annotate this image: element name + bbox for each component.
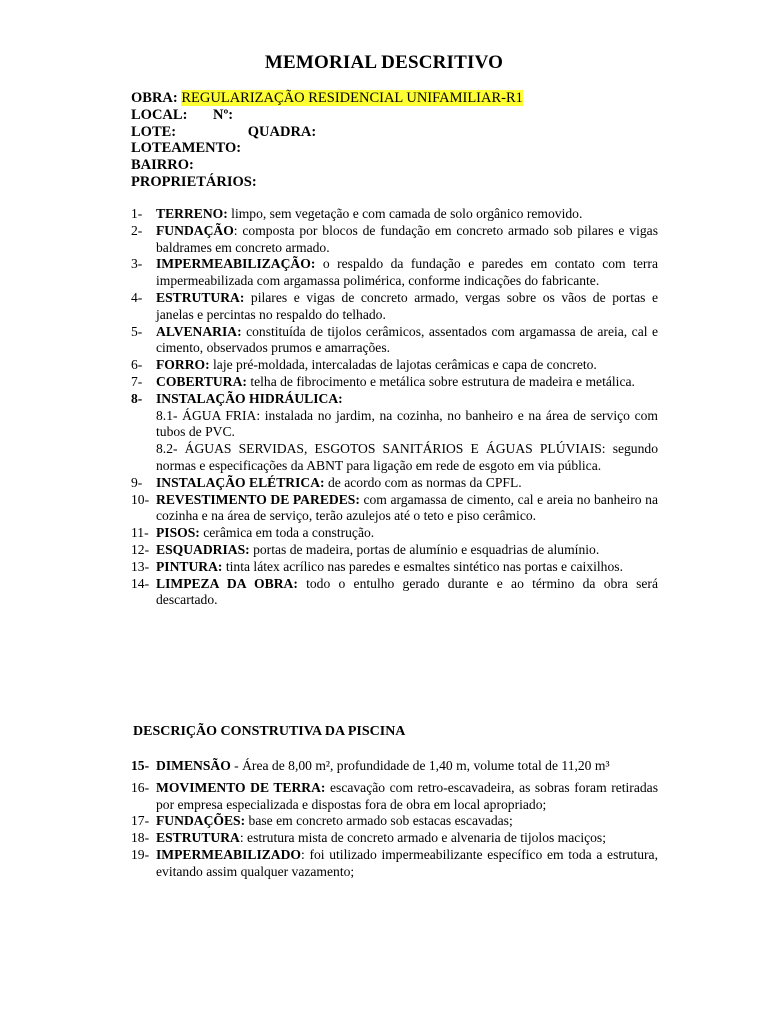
item-number: 16- — [131, 779, 150, 795]
item-number: 17- — [131, 813, 150, 829]
item-text: o respaldo da fundação e paredes em contato com terra impermeabilizada com argamassa polimérica, conforme indicações do fabricante. — [156, 256, 658, 289]
item-text: cerâmica em toda a construção. — [199, 525, 375, 541]
item-text: - Área de 8,00 m², profundidade de 1,40 m, volume total de 11,20 m³ — [230, 758, 610, 773]
item-number: 1- — [131, 206, 143, 221]
list-item — [131, 475, 658, 492]
document-header — [131, 90, 523, 191]
list-item — [131, 206, 658, 223]
list-item — [131, 492, 658, 526]
item-label: TERRENO: — [156, 206, 228, 221]
lote-line — [131, 124, 523, 141]
item-number: 12- — [131, 541, 150, 557]
item-label: PISOS: — [156, 525, 200, 541]
item-label: LIMPEZA DA OBRA: — [156, 575, 298, 591]
list-item — [131, 256, 658, 290]
item-text: escavação com retro-escavadeira, as sobras foram retiradas por empresa especializada e dispostas fora de obra em local apropriado; — [156, 779, 658, 812]
numero-label: Nº: — [213, 106, 234, 123]
local-label: LOCAL: — [131, 106, 188, 123]
item-label: REVESTIMENTO DE PAREDES: — [156, 491, 360, 507]
item-number: 19- — [131, 846, 150, 862]
section-title-piscina: DESCRIÇÃO CONSTRUTIVA DA PISCINA — [133, 724, 406, 739]
item-label: COBERTURA: — [156, 373, 247, 389]
list-item — [131, 357, 658, 374]
items-list — [131, 206, 658, 609]
list-item — [131, 542, 658, 559]
item-number: 7- — [131, 373, 143, 389]
item-text: tinta látex acrílico nas paredes e esmaltes sintético nas portas e caixilhos. — [222, 558, 623, 574]
list-item — [131, 758, 658, 775]
item-label: ESTRUTURA — [156, 830, 240, 846]
item-label: ESTRUTURA: — [156, 289, 245, 305]
item-label: PINTURA: — [156, 558, 223, 574]
item-text: constituída de tijolos cerâmicos, assentados com argamassa de areia, cal e cimento, observados prumos e amarrações. — [156, 323, 658, 356]
item-label: ESQUADRIAS: — [156, 541, 250, 557]
list-item — [131, 525, 658, 542]
item-label: MOVIMENTO DE TERRA: — [156, 779, 326, 795]
list-item — [131, 290, 658, 324]
item-text: base em concreto armado sob estacas escavadas; — [245, 813, 513, 829]
item-text: todo o entulho gerado durante e ao término da obra será descartado. — [156, 575, 658, 608]
item-number: 10- — [131, 491, 150, 507]
item-label: IMPERMEABILIZADO — [156, 846, 302, 862]
item-number: 4- — [131, 289, 143, 305]
item-text: laje pré-moldada, intercaladas de lajotas cerâmicas e capa de concreto. — [209, 357, 597, 373]
local-line — [131, 107, 523, 124]
item-label: INSTALAÇÃO ELÉTRICA: — [156, 474, 325, 490]
list-item — [131, 391, 658, 475]
item-label: FUNDAÇÃO — [156, 222, 234, 238]
proprietarios-label: PROPRIETÁRIOS: — [131, 173, 257, 190]
subitem-aguas-servidas: 8.2- ÁGUAS SERVIDAS, ESGOTOS SANITÁRIOS E ÁGUAS PLÚVIAIS: segundo normas e especificações da ABNT para ligação em rede de esgoto em via pública. — [156, 441, 658, 473]
lote-label: LOTE: — [131, 123, 177, 140]
item-label: DIMENSÃO — [156, 758, 231, 773]
item-label: ALVENARIA: — [156, 323, 242, 339]
quadra-label: QUADRA: — [247, 123, 317, 140]
list-item — [131, 559, 658, 576]
item-text: pilares e vigas de concreto armado, vergas sobre os vãos de portas e janelas e percintas no respaldo do telhado. — [156, 289, 658, 322]
loteamento-label: LOTEAMENTO: — [131, 140, 242, 157]
obra-line — [131, 90, 523, 107]
item-text: : foi utilizado impermeabilizante específico em toda a estrutura, evitando assim qualquer vazamento; — [156, 846, 658, 879]
item-number: 3- — [131, 256, 143, 272]
list-item — [131, 223, 658, 257]
item-text: de acordo com as normas da CPFL. — [324, 474, 522, 490]
item-number: 5- — [131, 323, 143, 339]
list-item — [131, 324, 658, 358]
item-number: 18- — [131, 830, 150, 846]
item-text: : composta por blocos de fundação em concreto armado sob pilares e vigas baldrames em concreto armado. — [156, 222, 658, 255]
item-number: 9- — [131, 474, 143, 490]
item-text: limpo, sem vegetação e com camada de solo orgânico removido. — [227, 206, 583, 221]
item-number: 15- — [131, 758, 150, 773]
item-number: 11- — [131, 525, 149, 541]
list-item — [131, 374, 658, 391]
item-number: 2- — [131, 222, 143, 238]
item-text: com argamassa de cimento, cal e areia no banheiro na cozinha e na área de serviço, terão azulejos até o teto e piso cerâmico. — [156, 491, 658, 524]
item-number: 14- — [131, 575, 150, 591]
list-item — [131, 813, 658, 830]
item-label: INSTALAÇÃO HIDRÁULICA: — [156, 390, 343, 406]
list-item — [131, 576, 658, 610]
item-number: 6- — [131, 357, 143, 373]
pool-items-list — [131, 758, 658, 881]
item-text: : estrutura mista de concreto armado e alvenaria de tijolos maciços; — [239, 830, 606, 846]
item-label: FUNDAÇÕES: — [156, 813, 246, 829]
bairro-label: BAIRRO: — [131, 157, 194, 174]
item-number: 8- — [131, 390, 143, 406]
subitem-agua-fria: 8.1- ÁGUA FRIA: instalada no jardim, na cozinha, no banheiro e na área de serviço com tubos de PVC. — [156, 407, 658, 440]
list-item — [131, 830, 658, 847]
item-label: IMPERMEABILIZAÇÃO: — [156, 256, 316, 272]
list-item — [131, 780, 658, 814]
list-item — [131, 847, 658, 881]
item-text: telha de fibrocimento e metálica sobre estrutura de madeira e metálica. — [246, 373, 635, 389]
item-label: FORRO: — [156, 357, 210, 373]
item-text: portas de madeira, portas de alumínio e esquadrias de alumínio. — [249, 541, 600, 557]
document-title: MEMORIAL DESCRITIVO — [264, 52, 504, 73]
obra-label: OBRA: — [131, 90, 178, 106]
item-number: 13- — [131, 558, 150, 574]
obra-value: REGULARIZAÇÃO RESIDENCIAL UNIFAMILIAR-R1 — [181, 90, 523, 106]
